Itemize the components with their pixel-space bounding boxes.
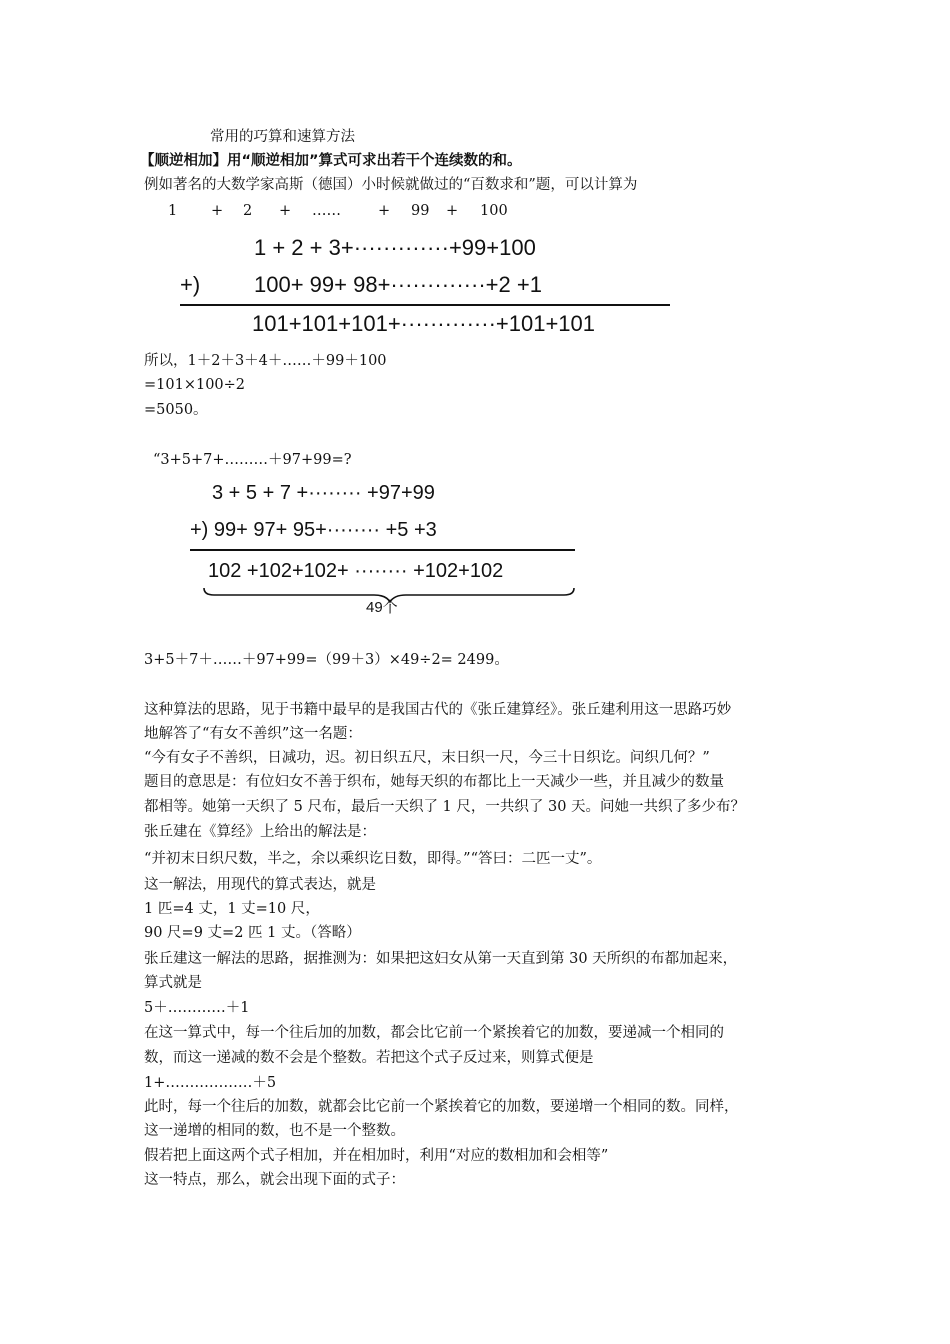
figure1-result: 101+101+101+·············+101+101 <box>252 311 596 336</box>
sum-terms-line <box>0 201 950 221</box>
figure2-row1: 3 + 5 + 7 +········ +97+99 <box>212 482 435 504</box>
paragraph-line: 算式就是 <box>144 975 202 991</box>
sum-term: 100 <box>480 203 508 219</box>
odd-sum-figure <box>184 478 584 618</box>
paragraph-line: 这一递增的相同的数，也不是一个整数。 <box>144 1123 405 1139</box>
figure2-brace-label: 49个 <box>366 599 398 616</box>
paragraph-line: 题目的意思是：有位妇女不善于织布，她每天织的布都比上一天减少一些，并且减少的数量 <box>144 774 724 790</box>
paragraph-line: 5＋…………＋1 <box>144 1000 250 1016</box>
sum-term: 1 <box>168 203 178 219</box>
figure2-sum-line <box>190 549 575 551</box>
sum-term: + <box>279 203 292 219</box>
paragraph-line: 假若把上面这两个式子相加，并在相加时，利用“对应的数相加和会相等” <box>144 1148 609 1164</box>
paragraph-line: 张丘建这一解法的思路，据推测为：如果把这妇女从第一天直到第 30 天所织的布都加起来， <box>144 951 738 967</box>
figure1-sum-line <box>180 304 670 306</box>
paragraph-line: 1 匹=4 丈，1 丈=10 尺， <box>144 901 320 917</box>
paragraph-line: 地解答了“有女不善织”这一名题： <box>144 726 362 742</box>
figure1-row2: 100+ 99+ 98+·············+2 +1 <box>254 272 542 297</box>
calc1-line2: =101×100÷2 <box>144 377 246 393</box>
calc2-line: 3+5＋7＋……＋97+99=（99＋3）×49÷2= 2499。 <box>144 652 509 668</box>
paragraph-line: 这种算法的思路，见于书籍中最早的是我国古代的《张丘建算经》。张丘建利用这一思路巧妙 <box>144 702 732 718</box>
sum-term: 2 <box>243 203 253 219</box>
paragraph-line: 这一特点，那么，就会出现下面的式子： <box>144 1172 405 1188</box>
figure2-row2: +) 99+ 97+ 95+········ +5 +3 <box>190 519 437 541</box>
sum-term: …… <box>312 203 341 219</box>
example2-heading: “3+5+7+………＋97+99=? <box>153 452 352 468</box>
page-title: 常用的巧算和速算方法 <box>210 129 355 145</box>
sum-term: + <box>211 203 224 219</box>
sum-term: + <box>378 203 391 219</box>
paragraph-line: “今有女子不善织，日减功，迟。初日织五尺，末日织一尺，今三十日织讫。问织几何？” <box>144 750 710 766</box>
figure1-row1: 1 + 2 + 3+·············+99+100 <box>254 235 536 260</box>
figure1-plus-sign: +) <box>180 272 201 297</box>
sum-term: 99 <box>411 203 430 219</box>
intro-line: 例如著名的大数学家高斯（德国）小时候就做过的“百数求和”题，可以计算为 <box>144 177 638 193</box>
paragraph-line: 这一解法，用现代的算式表达，就是 <box>144 877 376 893</box>
paragraph-line: 在这一算式中，每一个往后加的加数，都会比它前一个紧挨着它的加数，要递减一个相同的 <box>144 1025 724 1041</box>
gauss-sum-figure <box>176 230 676 342</box>
paragraph-line: 1+………………＋5 <box>144 1075 277 1091</box>
sum-term: + <box>446 203 459 219</box>
paragraph-line: 张丘建在《算经》上给出的解法是： <box>144 824 376 840</box>
figure2-result: 102 +102+102+ ········ +102+102 <box>208 560 504 582</box>
paragraph-line: 此时，每一个往后的加数，就都会比它前一个紧挨着它的加数，要递增一个相同的数。同样， <box>144 1099 739 1115</box>
section-heading: 【顺逆相加】用“顺逆相加”算式可求出若干个连续数的和。 <box>140 153 522 169</box>
paragraph-line: 都相等。她第一天织了 5 尺布，最后一天织了 1 尺，一共织了 30 天。问她一共织了多少布？ <box>144 799 746 815</box>
calc1-line3: =5050。 <box>144 402 208 418</box>
paragraph-line: 90 尺=9 丈=2 匹 1 丈。（答略） <box>144 925 361 941</box>
paragraph-line: “并初末日织尺数，半之，余以乘织讫日数，即得。”“答曰：二匹一丈”。 <box>144 851 602 867</box>
calc1-line1: 所以，1＋2＋3＋4＋……＋99＋100 <box>144 353 387 369</box>
paragraph-line: 数，而这一递减的数不会是个整数。若把这个式子反过来，则算式便是 <box>144 1050 594 1066</box>
